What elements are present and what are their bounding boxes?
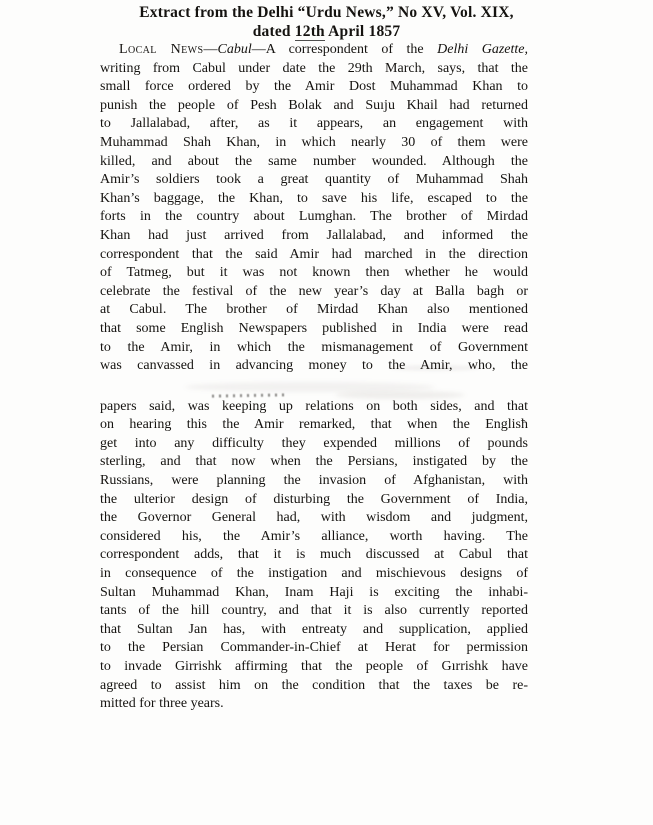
text-line: get into any difficulty they expended millions of pounds <box>100 435 528 451</box>
dateline-text: A correspondent of the <box>265 42 438 57</box>
document-title <box>0 3 653 41</box>
title-date-pre: dated <box>252 23 295 40</box>
text-line: correspondent that the said Amir had marched in the direction <box>100 246 528 262</box>
em-dash: — <box>251 42 266 57</box>
text-column <box>100 41 528 714</box>
text-line: sterling, and that now when the Persians, instigated by the <box>100 454 528 470</box>
text-line: in consequence of the instigation and mischievous designs of <box>100 566 528 582</box>
em-dash: — <box>203 42 218 57</box>
paragraph-continuation <box>100 398 528 714</box>
text-line: of Tatmeg, but it was not known then whether he would <box>100 265 528 281</box>
text-line: papers said, was keeping up relations on both sides, and that <box>100 398 528 414</box>
text-line: at Cabul. The brother of Mirdad Khan also mentioned <box>100 302 528 318</box>
text-line: Muhammad Shah Khan, in which nearly 30 of them were <box>100 134 528 150</box>
text-line: to the Persian Commander-in-Chief at Herat for permission <box>100 640 528 656</box>
section-label: Local News <box>119 42 204 57</box>
text-line: celebrate the festival of the new year’s day at Balla bagh or <box>100 283 528 299</box>
text-line-dateline <box>100 41 528 60</box>
text-line: forts in the country about Lumghan. The brother of Mirdad <box>100 209 528 225</box>
text-line: that Sultan Jan has, with entreaty and supplication, applied <box>100 621 528 637</box>
text-line: on hearing this the Amir remarked, that when the Englisħ <box>100 417 528 433</box>
paragraph-local-news <box>100 41 528 376</box>
text-line: writing from Cabul under date the 29th March, says, that the <box>100 60 528 76</box>
title-date-post: April 1857 <box>324 23 401 40</box>
title-date-number: 12th <box>294 23 325 40</box>
text-line: correspondent adds, that it is much discussed at Cabul that <box>100 547 528 563</box>
text-line: to invade Girrishk affirming that the people of Gırrishk have <box>100 659 528 674</box>
text-line: to Jallalabad, after, as it appears, an engagement with <box>100 116 528 132</box>
text-line: the ulterior design of disturbing the Government of India, <box>100 491 528 507</box>
source-name: Delhi Gazette, <box>437 42 528 57</box>
dateline-place: Cabul <box>217 42 252 57</box>
text-line: the Governor General had, with wisdom and judgment, <box>100 510 528 526</box>
text-line: Sultan Muhammad Khan, Inam Haji is exciting the inhabi- <box>100 584 528 600</box>
text-line: that some English Newspapers published in India were read <box>100 320 528 336</box>
text-line: was canvassed in advancing money to the Amir, who, the <box>100 358 528 374</box>
text-line: agreed to assist him on the condition that the taxes be re- <box>100 677 528 693</box>
text-line: killed, and about the same number wounded. Although the <box>100 153 528 169</box>
text-line: tants of the hill country, and that it is also currently reported <box>100 603 528 619</box>
text-line: Khan’s baggage, the Khan, to save his life, escaped to the <box>100 190 528 206</box>
text-line: small force ordered by the Amir Dost Muhammad Khan to <box>100 79 528 95</box>
text-line: to the Amir, in which the mismanagement of Government <box>100 339 528 355</box>
text-line: Khan had just arrived from Jallalabad, and informed the <box>100 227 528 243</box>
text-line: Amir’s soldiers took a great quantity of Muhammad Shah <box>100 172 528 188</box>
text-line: considered his, the Amir’s alliance, worth having. The <box>100 528 528 544</box>
text-line: Russians, were planning the invasion of Afghanistan, with <box>100 473 528 489</box>
title-line-2 <box>0 22 653 41</box>
text-line: punish the people of Pesh Bolak and Suıju Khail had returned <box>100 97 528 113</box>
text-line: mitted for three years. <box>100 696 224 712</box>
title-line-1: Extract from the Delhi “Urdu News,” No XV, Vol. XIX, <box>139 4 514 21</box>
